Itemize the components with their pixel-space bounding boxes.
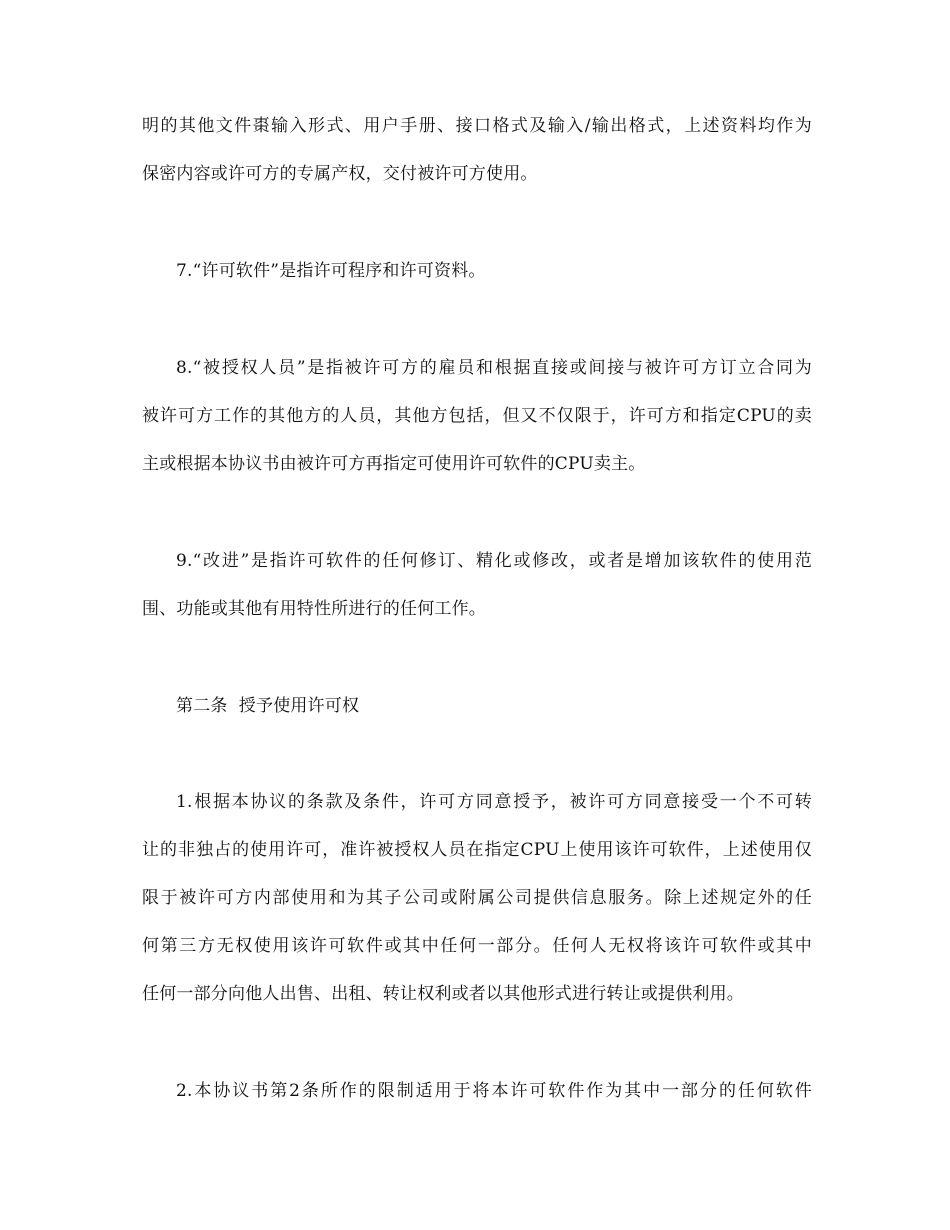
clause-9: 9.“改进”是指许可软件的任何修订、精化或修改，或者是增加该软件的使用范 [176,551,812,571]
text-line: 让的非独占的使用许可，准许被授权人员在指定CPU上使用该许可软件，上述使用仅 [142,840,812,860]
clause-8: 8.“被授权人员”是指被许可方的雇员和根据直接或间接与被许可方订立合同为 [176,358,812,378]
text-line: 限于被许可方内部使用和为其子公司或附属公司提供信息服务。除上述规定外的任 [142,888,812,908]
clause-2-1: 1.根据本协议的条款及条件，许可方同意授予，被许可方同意接受一个不可转 [176,792,812,812]
text-line: 被许可方工作的其他方的人员，其他方包括，但又不仅限于，许可方和指定CPU的卖 [142,406,812,426]
clause-7: 7.“许可软件”是指许可程序和许可资料。 [176,261,486,281]
article-2-heading: 第二条 授予使用许可权 [176,696,360,716]
text-line: 保密内容或许可方的专属产权，交付被许可方使用。 [142,164,538,184]
text-line: 何第三方无权使用该许可软件或其中任何一部分。任何人无权将该许可软件或其中 [142,936,812,956]
clause-2-2: 2.本协议书第2条所作的限制适用于将本许可软件作为其中一部分的任何软件 [176,1081,812,1101]
text-line: 任何一部分向他人出售、出租、转让权利或者以其他形式进行转让或提供利用。 [142,984,744,1004]
text-line: 明的其他文件棗输入形式、用户手册、接口格式及输入/输出格式，上述资料均作为 [142,116,812,136]
text-line: 主或根据本协议书由被许可方再指定可使用许可软件的CPU卖主。 [142,454,646,474]
text-line: 围、功能或其他有用特性所进行的任何工作。 [142,599,486,619]
